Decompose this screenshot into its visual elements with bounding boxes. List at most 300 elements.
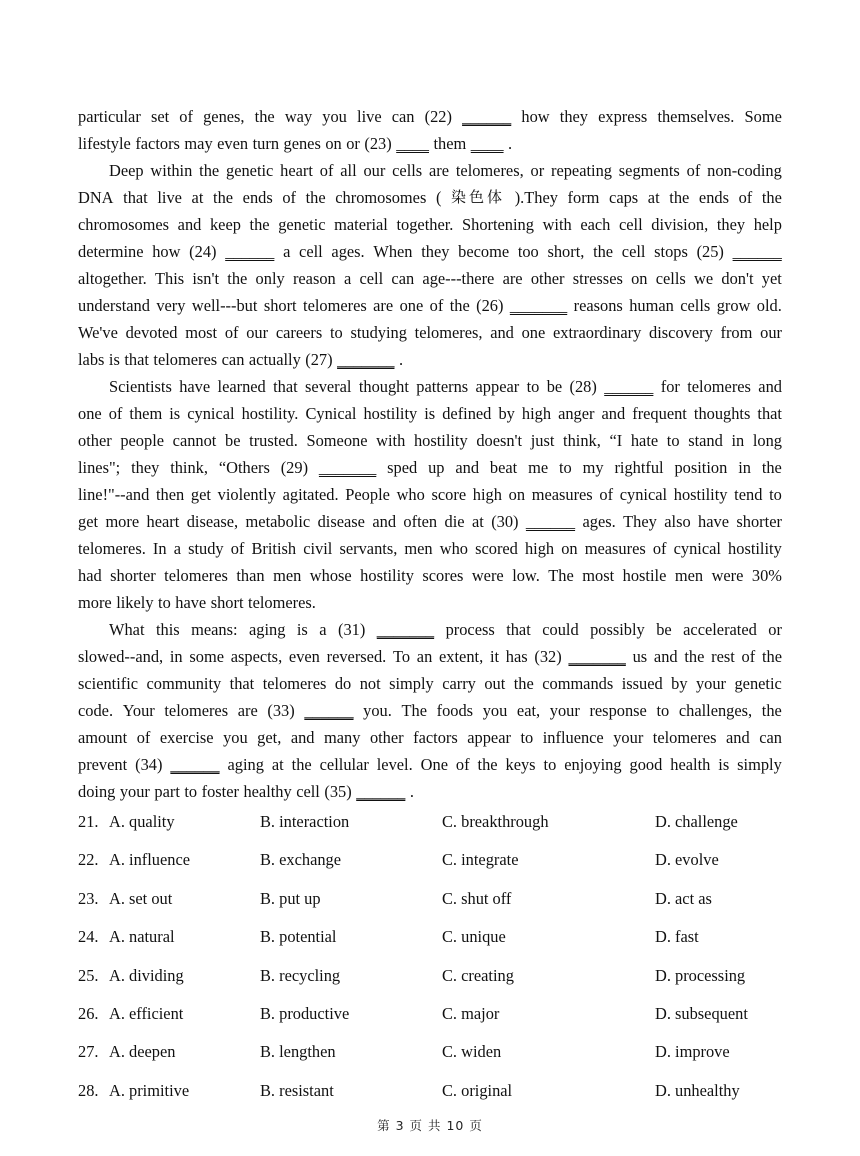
word: live bbox=[357, 107, 382, 126]
word: issued bbox=[621, 674, 663, 693]
word: help bbox=[753, 215, 782, 234]
word: ends bbox=[698, 188, 729, 207]
word: chromosomes bbox=[335, 188, 427, 207]
word: learned bbox=[217, 377, 266, 396]
word: short bbox=[210, 593, 244, 612]
word: cells bbox=[680, 296, 711, 315]
word: reasons bbox=[573, 296, 623, 315]
passage-line bbox=[78, 346, 782, 373]
answer-blank: _______ bbox=[337, 350, 395, 369]
word: cells bbox=[655, 269, 686, 288]
word: high bbox=[472, 485, 502, 504]
word: (32) bbox=[534, 647, 562, 666]
word: the bbox=[249, 215, 270, 234]
word: “Others bbox=[218, 458, 270, 477]
word: factors bbox=[135, 134, 180, 153]
word: your bbox=[613, 728, 644, 747]
word: thought bbox=[358, 377, 409, 396]
word: (23) bbox=[364, 134, 392, 153]
word: is bbox=[169, 404, 181, 423]
word: extraordinary bbox=[553, 323, 642, 342]
passage-line bbox=[78, 643, 782, 670]
word: cynical bbox=[619, 485, 668, 504]
answer-blank: ______ bbox=[525, 512, 576, 531]
word: to bbox=[666, 431, 680, 450]
word: the bbox=[761, 647, 782, 666]
word: only bbox=[255, 269, 285, 288]
word: get bbox=[78, 512, 99, 531]
word: (24) bbox=[189, 242, 217, 261]
word: become bbox=[458, 242, 510, 261]
word: foods bbox=[436, 701, 474, 720]
word: We've bbox=[78, 323, 118, 342]
word: that bbox=[123, 188, 148, 207]
word: are bbox=[502, 269, 523, 288]
word: one bbox=[399, 296, 424, 315]
word: think, bbox=[563, 431, 601, 450]
option-row bbox=[78, 923, 782, 961]
word: to bbox=[558, 458, 572, 477]
word: telomeres, bbox=[414, 323, 483, 342]
option-d: D. unhealthy bbox=[655, 1080, 740, 1100]
word: “I bbox=[609, 431, 623, 450]
word: doesn't bbox=[476, 431, 523, 450]
word: can bbox=[391, 107, 415, 126]
word: rightful bbox=[614, 458, 664, 477]
word: of bbox=[136, 728, 151, 747]
word: (30) bbox=[491, 512, 519, 531]
word: thoughts bbox=[693, 404, 751, 423]
word: aging bbox=[227, 755, 264, 774]
word: live bbox=[157, 188, 182, 207]
word: are bbox=[237, 701, 258, 720]
word: cell bbox=[621, 242, 646, 261]
word: The bbox=[401, 701, 427, 720]
word: hostility. bbox=[241, 404, 299, 423]
word: high bbox=[521, 404, 552, 423]
word: civil bbox=[303, 539, 333, 558]
word: a bbox=[283, 242, 291, 261]
word: one bbox=[521, 323, 546, 342]
word: doing bbox=[78, 782, 116, 801]
word: yet bbox=[761, 269, 782, 288]
option-c: C. unique bbox=[442, 927, 506, 947]
passage-line bbox=[78, 697, 782, 724]
word: isn't bbox=[192, 269, 220, 288]
passage-line bbox=[78, 373, 782, 400]
word: a bbox=[343, 269, 352, 288]
word: measures bbox=[531, 485, 593, 504]
word: long bbox=[752, 431, 782, 450]
word: telomeres. bbox=[78, 539, 146, 558]
word: our bbox=[246, 323, 269, 342]
word: telomeres bbox=[687, 377, 751, 396]
word: keys bbox=[505, 755, 536, 774]
word: and bbox=[490, 323, 514, 342]
word: shorter bbox=[110, 566, 156, 585]
word: the bbox=[199, 161, 220, 180]
word: the bbox=[449, 296, 470, 315]
word: response bbox=[589, 701, 647, 720]
word: not bbox=[359, 674, 381, 693]
word: well---but bbox=[191, 296, 258, 315]
word: the bbox=[593, 242, 614, 261]
word: measures bbox=[584, 539, 646, 558]
word: at bbox=[271, 755, 284, 774]
word: you bbox=[482, 701, 508, 720]
option-b: B. exchange bbox=[260, 850, 342, 870]
word: with bbox=[376, 431, 406, 450]
word: are bbox=[373, 296, 394, 315]
option-d: D. improve bbox=[655, 1042, 730, 1062]
word: cell bbox=[359, 269, 384, 288]
word: lifestyle bbox=[78, 134, 131, 153]
word: genetic bbox=[226, 161, 274, 180]
word: and bbox=[372, 512, 397, 531]
word: and bbox=[455, 458, 480, 477]
word: of bbox=[455, 755, 470, 774]
word: short bbox=[263, 296, 297, 315]
word: genes bbox=[283, 134, 321, 153]
word: other bbox=[530, 269, 565, 288]
word: get bbox=[190, 485, 211, 504]
word: of bbox=[319, 161, 334, 180]
word: genes, bbox=[203, 107, 245, 126]
word: telomeres bbox=[652, 728, 717, 747]
word: how bbox=[521, 107, 550, 126]
word: had bbox=[78, 566, 102, 585]
word: cynical bbox=[187, 404, 235, 423]
word: telomeres bbox=[164, 566, 228, 585]
word: Shortening bbox=[462, 215, 534, 234]
word: out bbox=[484, 674, 506, 693]
option-b: B. interaction bbox=[260, 812, 350, 831]
word: men bbox=[674, 566, 704, 585]
word: most bbox=[582, 566, 615, 585]
passage-line bbox=[78, 130, 782, 157]
word: age---there bbox=[422, 269, 495, 288]
word: to bbox=[520, 728, 534, 747]
word: (35) bbox=[324, 782, 352, 801]
word: can bbox=[221, 350, 245, 369]
word: hate bbox=[630, 431, 659, 450]
word: eat, bbox=[516, 701, 541, 720]
word: (33) bbox=[267, 701, 295, 720]
word: the bbox=[305, 188, 326, 207]
word: study bbox=[188, 539, 224, 558]
word: ).They bbox=[514, 188, 558, 207]
word: cell bbox=[619, 215, 643, 234]
answer-blank: _______ bbox=[509, 296, 568, 315]
word: for bbox=[660, 377, 680, 396]
word: and bbox=[726, 728, 750, 747]
option-row bbox=[78, 808, 782, 846]
word: we bbox=[694, 269, 714, 288]
word: from bbox=[720, 323, 753, 342]
word: trusted. bbox=[249, 431, 298, 450]
word: beat bbox=[489, 458, 518, 477]
word: (26) bbox=[476, 296, 504, 315]
word: lines"; bbox=[78, 458, 121, 477]
word: some bbox=[189, 647, 224, 666]
option-row bbox=[78, 1038, 782, 1076]
word: extent, bbox=[439, 647, 484, 666]
word: defined bbox=[442, 404, 492, 423]
passage-line bbox=[78, 589, 782, 616]
word: accelerated bbox=[683, 620, 757, 639]
word: also bbox=[664, 512, 691, 531]
word: to bbox=[526, 377, 540, 396]
word: (34) bbox=[135, 755, 163, 774]
passage-line bbox=[78, 535, 782, 562]
word: labs bbox=[78, 350, 105, 369]
word: genetic bbox=[734, 674, 782, 693]
word: human bbox=[629, 296, 674, 315]
passage-line bbox=[78, 211, 782, 238]
word: They bbox=[623, 512, 657, 531]
word: cell bbox=[296, 782, 320, 801]
word: who bbox=[396, 485, 425, 504]
word: of bbox=[230, 539, 245, 558]
word: to bbox=[184, 782, 198, 801]
option-a: A. natural bbox=[109, 927, 175, 947]
word: the bbox=[513, 674, 534, 693]
word: ends bbox=[242, 188, 273, 207]
word: Cynical bbox=[305, 404, 357, 423]
word: cannot bbox=[172, 431, 217, 450]
word: at bbox=[647, 188, 660, 207]
word: telomeres bbox=[303, 296, 367, 315]
word: healthy bbox=[243, 782, 292, 801]
word: be bbox=[656, 620, 672, 639]
word: to bbox=[158, 593, 171, 612]
word: them bbox=[433, 134, 467, 153]
word: ages. bbox=[331, 242, 365, 261]
word: simply bbox=[389, 674, 434, 693]
option-c: C. widen bbox=[442, 1042, 502, 1062]
word: position bbox=[674, 458, 728, 477]
option-c: C. shut off bbox=[442, 888, 512, 908]
word: (31) bbox=[337, 620, 366, 639]
word: and bbox=[601, 404, 626, 423]
passage-line bbox=[78, 508, 782, 535]
word: they bbox=[559, 107, 588, 126]
question-number: 25. bbox=[78, 965, 99, 985]
word: that bbox=[757, 404, 782, 423]
word: heart bbox=[280, 161, 313, 180]
word: repeating bbox=[550, 161, 612, 180]
option-c: C. major bbox=[442, 1003, 500, 1023]
word: or bbox=[346, 134, 360, 153]
word: material bbox=[334, 215, 388, 234]
word: don't bbox=[721, 269, 754, 288]
word: more bbox=[78, 593, 112, 612]
word: shorter bbox=[736, 512, 782, 531]
word: an bbox=[416, 647, 433, 666]
word: and bbox=[290, 728, 315, 747]
word: and bbox=[177, 215, 202, 234]
word: altogether. bbox=[78, 269, 147, 288]
word: servants, bbox=[339, 539, 398, 558]
word: score bbox=[431, 485, 467, 504]
word: (28) bbox=[569, 377, 597, 396]
word: often bbox=[403, 512, 438, 531]
word: the bbox=[669, 188, 690, 207]
word: our bbox=[363, 161, 386, 180]
word: Someone bbox=[306, 431, 368, 450]
word: One bbox=[420, 755, 448, 774]
question-number: 23. bbox=[78, 888, 99, 908]
word: think, bbox=[170, 458, 208, 477]
option-c: C. creating bbox=[442, 965, 514, 985]
passage-line bbox=[78, 427, 782, 454]
word: very bbox=[156, 296, 186, 315]
options-list bbox=[78, 808, 782, 1115]
word: one bbox=[78, 404, 102, 423]
word: you. bbox=[363, 701, 392, 720]
word: scientific bbox=[78, 674, 139, 693]
option-a: A. efficient bbox=[109, 1003, 184, 1023]
word: they bbox=[131, 458, 160, 477]
word: of bbox=[652, 539, 667, 558]
word: (29) bbox=[280, 458, 309, 477]
word: In bbox=[152, 539, 167, 558]
word: they bbox=[716, 215, 746, 234]
word: scored bbox=[475, 539, 518, 558]
option-a: A. influence bbox=[109, 850, 191, 870]
word: together. bbox=[396, 215, 454, 234]
word: caps bbox=[609, 188, 639, 207]
word: other bbox=[369, 728, 404, 747]
option-row bbox=[78, 1077, 782, 1115]
word: a bbox=[319, 620, 327, 639]
word: hostility bbox=[360, 566, 414, 585]
option-d: D. evolve bbox=[655, 850, 719, 870]
word: scores bbox=[422, 566, 464, 585]
word: discovery bbox=[649, 323, 713, 342]
word: disease, bbox=[186, 512, 239, 531]
option-a: A. set out bbox=[109, 888, 173, 908]
passage-line bbox=[78, 238, 782, 265]
word: to bbox=[543, 755, 557, 774]
answer-blank: _______ bbox=[376, 620, 435, 639]
word: telomeres bbox=[164, 701, 229, 720]
word: has bbox=[505, 647, 528, 666]
word: (27) bbox=[305, 350, 333, 369]
passage bbox=[78, 103, 782, 805]
word: When bbox=[373, 242, 413, 261]
word: This bbox=[154, 269, 185, 288]
word: with bbox=[542, 215, 572, 234]
answer-blank: ____ bbox=[396, 134, 429, 153]
word: particular bbox=[78, 107, 141, 126]
word: do bbox=[334, 674, 352, 693]
word: prevent bbox=[78, 755, 128, 774]
word: other bbox=[78, 431, 112, 450]
word: the bbox=[684, 647, 705, 666]
word: people bbox=[120, 431, 165, 450]
word: the bbox=[227, 269, 248, 288]
word: were bbox=[711, 566, 744, 585]
word: level. bbox=[376, 755, 413, 774]
word: that bbox=[229, 674, 255, 693]
word: challenges, bbox=[678, 701, 753, 720]
word: the bbox=[477, 755, 498, 774]
option-a: A. primitive bbox=[109, 1080, 190, 1100]
word: non-coding bbox=[707, 161, 782, 180]
word: us bbox=[632, 647, 648, 666]
passage-line bbox=[78, 616, 782, 643]
word: were bbox=[471, 566, 504, 585]
word: a bbox=[173, 539, 181, 558]
word: Some bbox=[744, 107, 782, 126]
word: to bbox=[329, 323, 343, 342]
option-c: C. original bbox=[442, 1080, 513, 1100]
word: is bbox=[296, 620, 308, 639]
word: actually bbox=[248, 350, 301, 369]
word: be bbox=[546, 377, 563, 396]
option-d: D. processing bbox=[655, 965, 746, 985]
word: commands bbox=[542, 674, 614, 693]
option-d: D. act as bbox=[655, 888, 712, 908]
word: the bbox=[213, 188, 234, 207]
word: means: bbox=[191, 620, 238, 639]
word: code. bbox=[78, 701, 114, 720]
word: then bbox=[156, 485, 185, 504]
word: to bbox=[656, 701, 670, 720]
word: cell bbox=[299, 242, 323, 261]
word: it bbox=[489, 647, 500, 666]
word: to bbox=[769, 485, 782, 504]
word: hostility bbox=[673, 485, 728, 504]
question-number: 27. bbox=[78, 1042, 99, 1062]
word: express bbox=[598, 107, 648, 126]
passage-line bbox=[78, 157, 782, 184]
word: me bbox=[528, 458, 549, 477]
word: themselves. bbox=[657, 107, 735, 126]
word: reason bbox=[292, 269, 336, 288]
question-number: 26. bbox=[78, 1003, 99, 1023]
passage-line bbox=[78, 562, 782, 589]
word: violently bbox=[217, 485, 276, 504]
word: likely bbox=[116, 593, 154, 612]
word: frequent bbox=[632, 404, 687, 423]
word: your bbox=[119, 782, 150, 801]
word: have bbox=[698, 512, 729, 531]
word: by bbox=[671, 674, 688, 693]
word: grow bbox=[716, 296, 751, 315]
word: the bbox=[254, 107, 275, 126]
answer-blank: ______ bbox=[304, 701, 354, 720]
word: sped bbox=[387, 458, 418, 477]
word: our bbox=[760, 323, 782, 342]
word: To bbox=[392, 647, 411, 666]
word: community bbox=[146, 674, 222, 693]
word: way bbox=[284, 107, 313, 126]
word: ( bbox=[435, 188, 442, 207]
word: understand bbox=[78, 296, 150, 315]
word: of bbox=[741, 647, 756, 666]
word: anger bbox=[558, 404, 595, 423]
answer-blank: ______ bbox=[462, 107, 512, 126]
word: disease bbox=[317, 512, 365, 531]
word: your bbox=[549, 701, 580, 720]
passage-line bbox=[78, 670, 782, 697]
answer-blank: _______ bbox=[568, 647, 626, 666]
word: or bbox=[768, 620, 782, 639]
word: patterns bbox=[416, 377, 469, 396]
word: . bbox=[508, 134, 513, 153]
